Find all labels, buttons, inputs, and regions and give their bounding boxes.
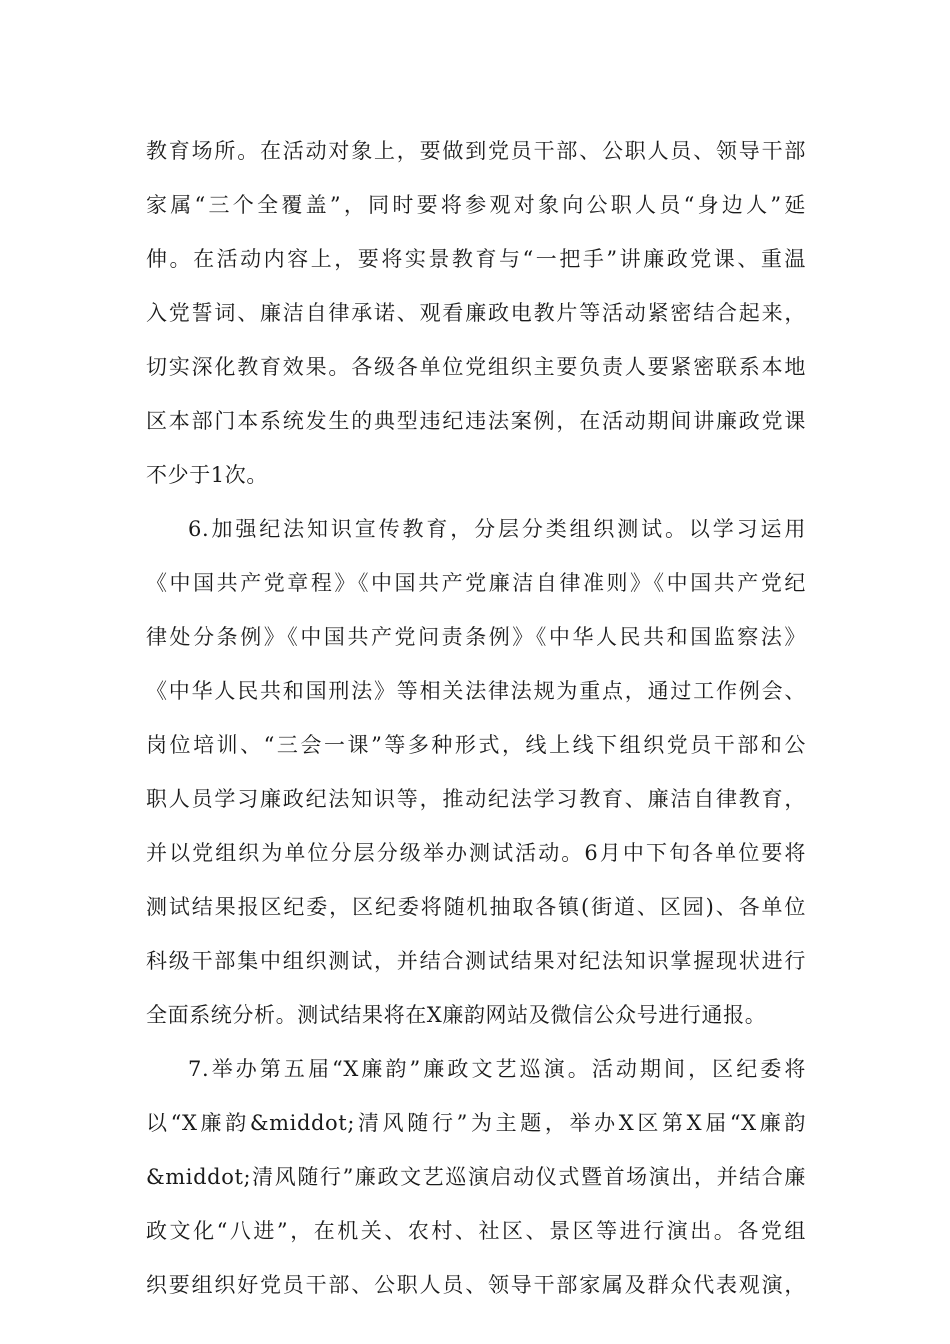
text-line: &middot;清风随行”廉政文艺巡演启动仪式暨首场演出，并结合廉 xyxy=(146,1165,806,1189)
text-line: 《中国共产党章程》《中国共产党廉洁自律准则》《中国共产党纪 xyxy=(146,571,806,595)
text-line: 伸。在活动内容上，要将实景教育与“一把手”讲廉政党课、重温 xyxy=(146,247,806,271)
text-line: 不少于1次。 xyxy=(146,463,268,487)
text-line: 职人员学习廉政纪法知识等，推动纪法学习教育、廉洁自律教育， xyxy=(146,787,806,811)
text-line: 家属“三个全覆盖”，同时要将参观对象向公职人员“身边人”延 xyxy=(146,193,806,217)
text-line: 教育场所。在活动对象上，要做到党员干部、公职人员、领导干部 xyxy=(146,139,806,163)
text-line: 政文化“八进”，在机关、农村、社区、景区等进行演出。各党组 xyxy=(146,1219,806,1243)
text-line: 《中华人民共和国刑法》等相关法律法规为重点，通过工作例会、 xyxy=(146,679,806,703)
text-line: 科级干部集中组织测试，并结合测试结果对纪法知识掌握现状进行 xyxy=(146,949,806,973)
text-line: 测试结果报区纪委，区纪委将随机抽取各镇(街道、区园)、各单位 xyxy=(146,895,806,919)
text-line: 律处分条例》《中国共产党问责条例》《中华人民共和国监察法》 xyxy=(146,625,806,649)
text-line: 区本部门本系统发生的典型违纪违法案例，在活动期间讲廉政党课 xyxy=(146,409,806,433)
paragraph-6-heading-line: 6.加强纪法知识宣传教育，分层分类组织测试。以学习运用 xyxy=(188,517,806,541)
text-line: 入党誓词、廉洁自律承诺、观看廉政电教片等活动紧密结合起来， xyxy=(146,301,806,325)
text-line: 岗位培训、“三会一课”等多种形式，线上线下组织党员干部和公 xyxy=(146,733,806,757)
document-body xyxy=(146,124,806,1312)
text-line: 并以党组织为单位分层分级举办测试活动。6月中下旬各单位要将 xyxy=(146,841,806,865)
text-line: 织要组织好党员干部、公职人员、领导干部家属及群众代表观演， xyxy=(146,1273,806,1297)
text-line: 以“X廉韵&middot;清风随行”为主题，举办X区第X届“X廉韵 xyxy=(146,1111,806,1135)
text-line: 全面系统分析。测试结果将在X廉韵网站及微信公众号进行通报。 xyxy=(146,1003,767,1027)
text-line: 切实深化教育效果。各级各单位党组织主要负责人要紧密联系本地 xyxy=(146,355,806,379)
paragraph-7-heading-line: 7.举办第五届“X廉韵”廉政文艺巡演。活动期间，区纪委将 xyxy=(188,1057,806,1081)
